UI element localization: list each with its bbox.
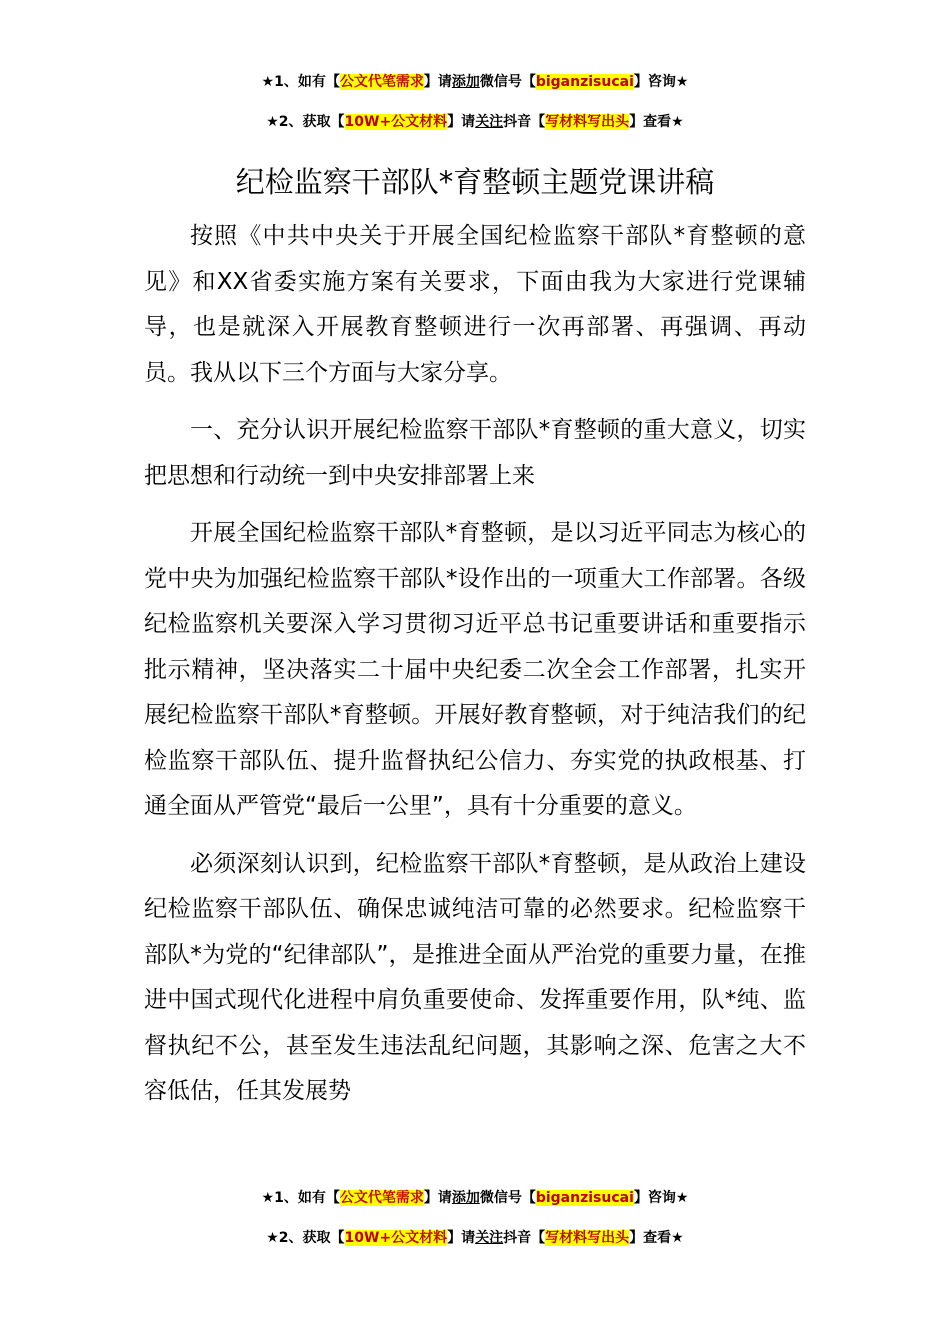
banner-highlight: 公文代笔需求 — [339, 1190, 424, 1206]
banner-highlight: biganzisucai — [535, 74, 634, 90]
footer-banner-line-2 — [0, 1228, 950, 1248]
banner-text: 抖音【 — [503, 1230, 546, 1246]
banner-text: ★1、如有【 — [261, 74, 340, 90]
banner-text: 】查看★ — [629, 114, 684, 130]
banner-text: ★1、如有【 — [261, 1190, 340, 1206]
document-title: 纪检监察干部队*育整顿主题党课讲稿 — [235, 165, 715, 199]
banner-text: 抖音【 — [503, 114, 546, 130]
banner-text: 】请 — [423, 74, 452, 90]
banner-highlight: biganzisucai — [535, 1190, 634, 1206]
banner-underlined: 添加 — [451, 74, 480, 90]
banner-text: 微信号【 — [479, 74, 536, 90]
paragraph: 必须深刻认识到，纪检监察干部队*育整顿，是从政治上建设纪检监察干部队伍、确保忠诚纯洁可靠的必然要求。纪检监察干部队*为党的“纪律部队”，是推进全面从严治党的重要力量，在推进中国式现代化进程中肩负重要使命、发挥重要作用，队*纯、监督执纪不公，甚至发生违法乱纪问题，其影响之深、危害之大不容低估，任其发展势 — [144, 850, 806, 1104]
paragraph-intro: 按照《中共中央关于开展全国纪检监察干部队*育整顿的意见》和XX省委实施方案有关要求，下面由我为大家进行党课辅导，也是就深入开展教育整顿进行一次再部署、再强调、再动员。我从以下三个方面与大家分享。 — [144, 223, 806, 386]
banner-underlined: 添加 — [451, 1190, 480, 1206]
footer-banner-line-1 — [0, 1188, 950, 1208]
header-banner-line-1 — [0, 72, 950, 92]
paragraph: 开展全国纪检监察干部队*育整顿，是以习近平同志为核心的党中央为加强纪检监察干部队*设作出的一项重大工作部署。各级纪检监察机关要深入学习贯彻习近平总书记重要讲话和重要指示批示精神，坚决落实二十届中央纪委二次全会工作部署，扎实开展纪检监察干部队*育整顿。开展好教育整顿，对于纯洁我们的纪检监察干部队伍、提升监督执纪公信力、夯实党的执政根基、打通全面从严管党“最后一公里”，具有十分重要的意义。 — [144, 520, 806, 819]
banner-text: 】查看★ — [629, 1230, 684, 1246]
banner-text: 微信号【 — [479, 1190, 536, 1206]
banner-text: 】咨询★ — [633, 1190, 689, 1206]
banner-highlight: 10W+公文材料 — [344, 114, 448, 130]
banner-highlight: 公文代笔需求 — [339, 74, 424, 90]
header-banner-line-2 — [0, 112, 950, 132]
banner-text: ★2、获取【 — [266, 114, 345, 130]
banner-text: ★2、获取【 — [266, 1230, 345, 1246]
banner-highlight: 10W+公文材料 — [344, 1230, 448, 1246]
banner-underlined: 关注 — [475, 1230, 504, 1246]
banner-text: 】请 — [447, 1230, 476, 1246]
banner-highlight: 写材料写出头 — [545, 114, 630, 130]
banner-underlined: 关注 — [475, 114, 504, 130]
banner-text: 】请 — [447, 114, 476, 130]
section-heading-1: 一、充分认识开展纪检监察干部队*育整顿的重大意义，切实把思想和行动统一到中央安排部署上来 — [144, 417, 806, 489]
banner-highlight: 写材料写出头 — [545, 1230, 630, 1246]
banner-text: 】请 — [423, 1190, 452, 1206]
document-body — [144, 214, 806, 1127]
banner-text: 】咨询★ — [633, 74, 689, 90]
